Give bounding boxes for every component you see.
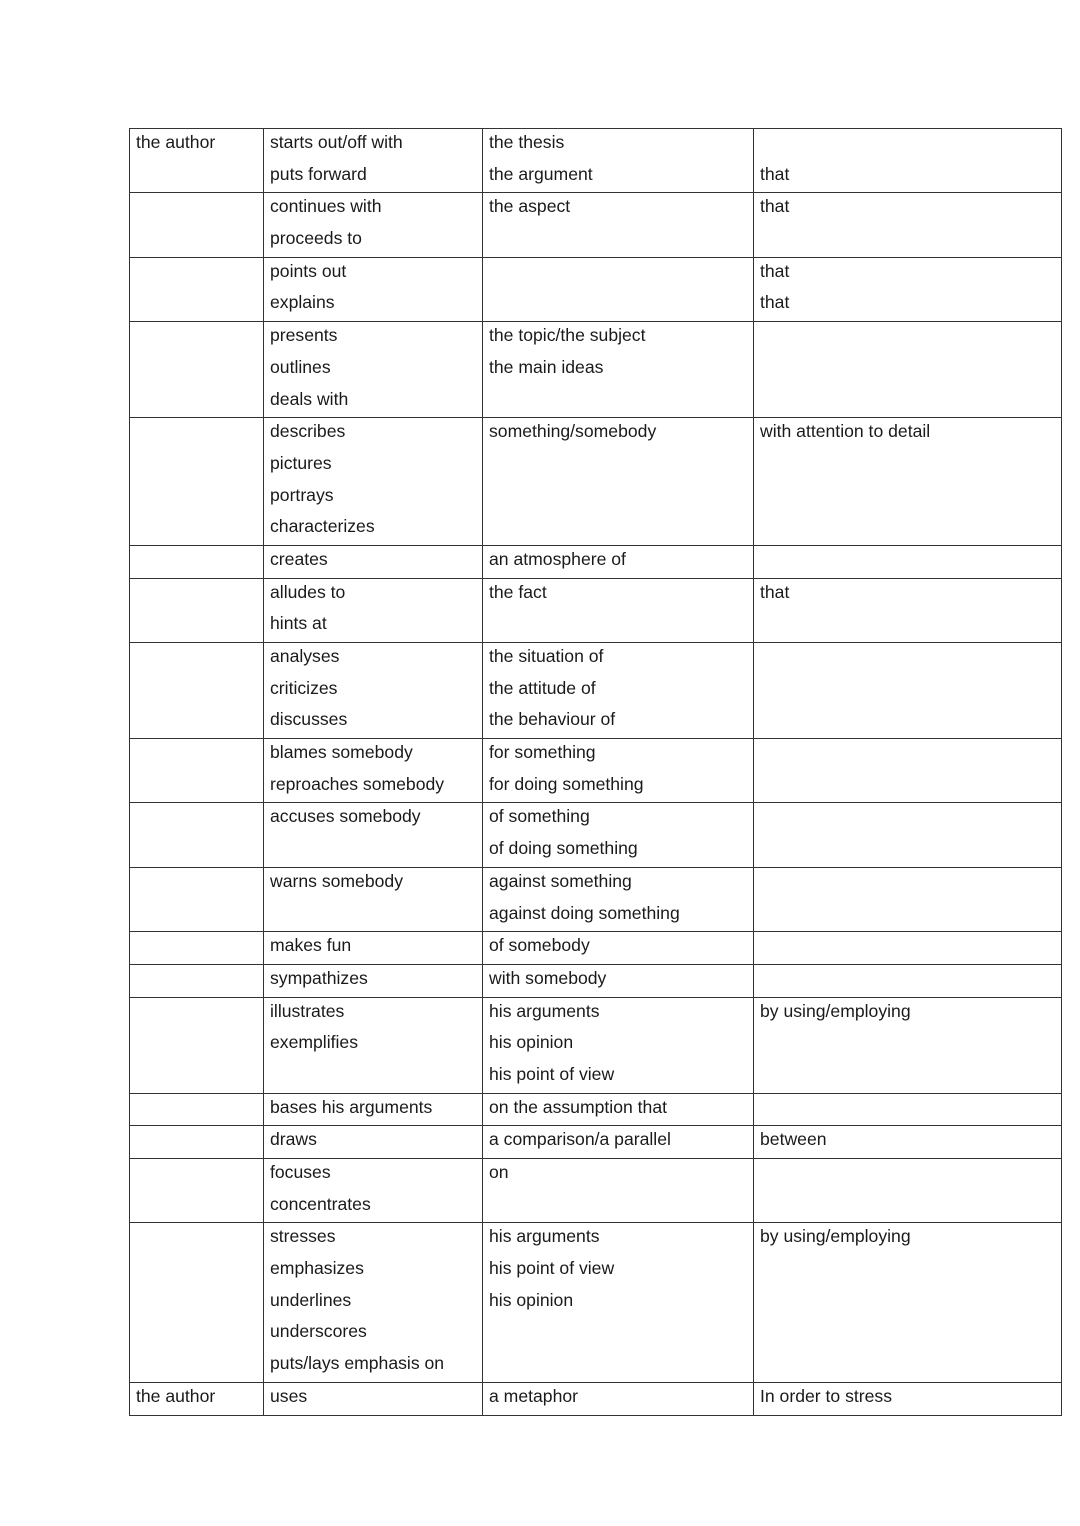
connector-cell <box>754 129 1062 193</box>
cell-line <box>760 546 1055 578</box>
cell-line <box>136 675 257 707</box>
verb-cell <box>264 1126 483 1159</box>
verb-cell <box>264 997 483 1093</box>
cell-line: accuses somebody <box>270 806 421 827</box>
cell-line <box>760 610 1055 642</box>
cell-line <box>136 900 257 932</box>
cell-line: stresses <box>270 1226 336 1247</box>
cell-line <box>136 610 257 642</box>
cell-line <box>136 1061 257 1093</box>
cell-line: underlines <box>270 1289 352 1310</box>
verb-cell <box>264 193 483 257</box>
connector-cell <box>754 257 1062 321</box>
object-cell <box>483 1159 754 1223</box>
cell-line: the argument <box>489 163 593 184</box>
connector-cell <box>754 193 1062 257</box>
cell-line <box>489 450 747 482</box>
cell-line <box>136 868 257 900</box>
verb-cell <box>264 932 483 965</box>
cell-line <box>136 193 257 225</box>
cell-line: explains <box>270 292 335 313</box>
subject-cell <box>130 129 264 193</box>
cell-line <box>760 803 1055 835</box>
object-cell <box>483 643 754 739</box>
object-cell <box>483 545 754 578</box>
subject-cell <box>130 545 264 578</box>
cell-line: that <box>760 163 790 184</box>
cell-line <box>760 1159 1055 1191</box>
verb-cell <box>264 1382 483 1415</box>
cell-line <box>136 835 257 867</box>
object-cell <box>483 867 754 931</box>
cell-line <box>136 1350 257 1382</box>
cell-line: starts out/off with <box>270 132 403 152</box>
cell-line: by using/employing <box>760 1000 911 1021</box>
table-row <box>130 867 1062 931</box>
cell-line: hints at <box>270 613 327 634</box>
subject-cell <box>130 803 264 867</box>
subject-cell <box>130 1382 264 1415</box>
cell-line: the author <box>136 1385 216 1406</box>
cell-line: continues with <box>270 196 382 217</box>
cell-line <box>136 1126 257 1158</box>
cell-line <box>136 546 257 578</box>
cell-line: proceeds to <box>270 228 362 249</box>
cell-line <box>760 1287 1055 1319</box>
cell-line: creates <box>270 548 328 569</box>
cell-line: emphasizes <box>270 1258 364 1279</box>
cell-line <box>760 354 1055 386</box>
cell-line: exemplifies <box>270 1032 359 1053</box>
subject-cell <box>130 964 264 997</box>
cell-line: that <box>760 292 790 313</box>
table-row <box>130 1093 1062 1126</box>
connector-cell <box>754 803 1062 867</box>
table-row <box>130 193 1062 257</box>
object-cell <box>483 964 754 997</box>
subject-cell <box>130 997 264 1093</box>
object-cell <box>483 932 754 965</box>
cell-line: deals with <box>270 388 349 409</box>
cell-line: his point of view <box>489 1063 615 1084</box>
cell-line <box>760 835 1055 867</box>
table-row <box>130 643 1062 739</box>
cell-line <box>136 643 257 675</box>
cell-line: between <box>760 1129 827 1150</box>
cell-line <box>760 965 1055 997</box>
cell-line <box>136 482 257 514</box>
cell-line: something/somebody <box>489 421 657 442</box>
table-row <box>130 1159 1062 1223</box>
cell-line <box>136 1159 257 1191</box>
cell-line: his opinion <box>489 1032 574 1053</box>
cell-line <box>136 1318 257 1350</box>
cell-line <box>489 1191 747 1223</box>
subject-cell <box>130 867 264 931</box>
table-row <box>130 739 1062 803</box>
verb-cell <box>264 643 483 739</box>
subject-cell <box>130 257 264 321</box>
table-row <box>130 997 1062 1093</box>
cell-line: against something <box>489 870 632 891</box>
cell-line <box>136 1255 257 1287</box>
cell-line: the attitude of <box>489 677 596 698</box>
cell-line: a comparison/a parallel <box>489 1129 671 1150</box>
cell-line <box>760 1255 1055 1287</box>
cell-line: for doing something <box>489 773 644 794</box>
cell-line <box>136 354 257 386</box>
connector-cell <box>754 964 1062 997</box>
cell-line: presents <box>270 325 338 346</box>
cell-line: the thesis <box>489 132 565 152</box>
cell-line: makes fun <box>270 935 352 956</box>
cell-line <box>136 450 257 482</box>
cell-line <box>489 386 747 418</box>
verb-cell <box>264 964 483 997</box>
subject-cell <box>130 1223 264 1382</box>
cell-line <box>760 932 1055 964</box>
cell-line: for something <box>489 742 596 763</box>
verb-cell <box>264 578 483 642</box>
cell-line <box>760 900 1055 932</box>
cell-line <box>489 1318 747 1350</box>
phrase-table <box>129 128 1062 1416</box>
connector-cell <box>754 1159 1062 1223</box>
cell-line: his arguments <box>489 1226 600 1247</box>
cell-line <box>136 803 257 835</box>
cell-line: bases his arguments <box>270 1096 433 1117</box>
cell-line: illustrates <box>270 1000 345 1021</box>
table-row <box>130 578 1062 642</box>
cell-line <box>760 322 1055 354</box>
table-row <box>130 257 1062 321</box>
cell-line: the fact <box>489 581 547 602</box>
object-cell <box>483 1126 754 1159</box>
cell-line: that <box>760 260 790 281</box>
cell-line <box>489 289 747 321</box>
cell-line <box>136 1029 257 1061</box>
verb-cell <box>264 545 483 578</box>
cell-line: that <box>760 196 790 217</box>
cell-line: draws <box>270 1129 317 1150</box>
cell-line <box>760 482 1055 514</box>
cell-line: uses <box>270 1385 308 1406</box>
connector-cell <box>754 322 1062 418</box>
cell-line: a metaphor <box>489 1385 578 1406</box>
cell-line: characterizes <box>270 516 375 537</box>
cell-line <box>760 1061 1055 1093</box>
cell-line: the aspect <box>489 196 571 217</box>
cell-line <box>760 450 1055 482</box>
cell-line <box>760 225 1055 257</box>
verb-cell <box>264 1159 483 1223</box>
cell-line: on the assumption that <box>489 1096 668 1117</box>
cell-line: points out <box>270 260 347 281</box>
cell-line <box>136 161 257 193</box>
cell-line <box>136 1191 257 1223</box>
cell-line: blames somebody <box>270 742 413 763</box>
cell-line <box>136 322 257 354</box>
cell-line <box>270 1061 476 1093</box>
connector-cell <box>754 578 1062 642</box>
cell-line: an atmosphere of <box>489 548 626 569</box>
table-row <box>130 803 1062 867</box>
cell-line <box>136 771 257 803</box>
cell-line: puts forward <box>270 163 367 184</box>
cell-line <box>760 675 1055 707</box>
cell-line <box>136 258 257 290</box>
connector-cell <box>754 739 1062 803</box>
cell-line <box>760 386 1055 418</box>
cell-line: analyses <box>270 646 340 666</box>
cell-line <box>760 706 1055 738</box>
object-cell <box>483 257 754 321</box>
cell-line <box>136 932 257 964</box>
subject-cell <box>130 418 264 546</box>
object-cell <box>483 997 754 1093</box>
cell-line <box>760 1350 1055 1382</box>
cell-line <box>136 289 257 321</box>
table-row <box>130 322 1062 418</box>
cell-line: concentrates <box>270 1193 371 1214</box>
cell-line: his opinion <box>489 1289 574 1310</box>
connector-cell <box>754 932 1062 965</box>
cell-line <box>270 900 476 932</box>
cell-line: the situation of <box>489 646 604 666</box>
subject-cell <box>130 1093 264 1126</box>
cell-line: with somebody <box>489 967 607 988</box>
cell-line <box>760 643 1055 675</box>
connector-cell <box>754 867 1062 931</box>
subject-cell <box>130 739 264 803</box>
verb-cell <box>264 322 483 418</box>
cell-line <box>489 1350 747 1382</box>
cell-line: of somebody <box>489 935 590 956</box>
object-cell <box>483 322 754 418</box>
table-row <box>130 129 1062 193</box>
cell-line: the behaviour of <box>489 709 616 730</box>
cell-line <box>136 965 257 997</box>
verb-cell <box>264 1223 483 1382</box>
object-cell <box>483 578 754 642</box>
connector-cell <box>754 1093 1062 1126</box>
cell-line <box>136 1287 257 1319</box>
cell-line: his arguments <box>489 1000 600 1021</box>
cell-line: outlines <box>270 356 331 377</box>
subject-cell <box>130 193 264 257</box>
subject-cell <box>130 578 264 642</box>
object-cell <box>483 193 754 257</box>
object-cell <box>483 1223 754 1382</box>
table-row <box>130 1382 1062 1415</box>
table-row <box>130 545 1062 578</box>
cell-line: the topic/the subject <box>489 325 646 346</box>
connector-cell <box>754 545 1062 578</box>
cell-line <box>760 771 1055 803</box>
cell-line <box>760 1029 1055 1061</box>
cell-line <box>136 513 257 545</box>
connector-cell <box>754 418 1062 546</box>
connector-cell <box>754 1126 1062 1159</box>
cell-line <box>760 868 1055 900</box>
cell-line <box>489 258 747 290</box>
cell-line <box>136 579 257 611</box>
cell-line <box>489 482 747 514</box>
cell-line: criticizes <box>270 677 338 698</box>
cell-line: his point of view <box>489 1258 615 1279</box>
cell-line <box>136 1094 257 1126</box>
verb-cell <box>264 129 483 193</box>
cell-line: describes <box>270 421 346 442</box>
cell-line: warns somebody <box>270 870 403 891</box>
cell-line <box>760 1094 1055 1126</box>
cell-line: underscores <box>270 1321 367 1342</box>
cell-line: of something <box>489 806 590 827</box>
verb-cell <box>264 739 483 803</box>
cell-line: reproaches somebody <box>270 773 445 794</box>
cell-line <box>489 513 747 545</box>
cell-line: the author <box>136 132 216 152</box>
subject-cell <box>130 643 264 739</box>
connector-cell <box>754 997 1062 1093</box>
cell-line: alludes to <box>270 581 346 602</box>
subject-cell <box>130 932 264 965</box>
subject-cell <box>130 1126 264 1159</box>
cell-line: puts/lays emphasis on <box>270 1353 445 1374</box>
cell-line: on <box>489 1162 509 1182</box>
cell-line: by using/employing <box>760 1226 911 1247</box>
table-row <box>130 932 1062 965</box>
verb-cell <box>264 418 483 546</box>
cell-line: portrays <box>270 484 334 505</box>
connector-cell <box>754 643 1062 739</box>
connector-cell <box>754 1223 1062 1382</box>
subject-cell <box>130 322 264 418</box>
verb-cell <box>264 257 483 321</box>
cell-line <box>136 739 257 771</box>
cell-line: against doing something <box>489 902 680 923</box>
object-cell <box>483 1093 754 1126</box>
object-cell <box>483 803 754 867</box>
cell-line: discusses <box>270 709 348 730</box>
table-row <box>130 1223 1062 1382</box>
cell-line <box>136 1223 257 1255</box>
cell-line: pictures <box>270 452 332 473</box>
cell-line <box>760 1318 1055 1350</box>
table-row <box>130 1126 1062 1159</box>
cell-line <box>136 418 257 450</box>
cell-line: with attention to detail <box>760 421 931 442</box>
table-row <box>130 418 1062 546</box>
verb-cell <box>264 867 483 931</box>
table-row <box>130 964 1062 997</box>
cell-line: focuses <box>270 1162 331 1182</box>
cell-line <box>489 225 747 257</box>
verb-cell <box>264 1093 483 1126</box>
cell-line <box>136 225 257 257</box>
verb-cell <box>264 803 483 867</box>
cell-line <box>489 610 747 642</box>
cell-line <box>760 129 1055 161</box>
object-cell <box>483 418 754 546</box>
connector-cell <box>754 1382 1062 1415</box>
subject-cell <box>130 1159 264 1223</box>
cell-line: sympathizes <box>270 967 368 988</box>
cell-line <box>136 998 257 1030</box>
cell-line <box>760 1191 1055 1223</box>
object-cell <box>483 129 754 193</box>
phrase-table-body <box>130 129 1062 1416</box>
cell-line <box>136 706 257 738</box>
cell-line: that <box>760 581 790 602</box>
object-cell <box>483 739 754 803</box>
cell-line <box>136 386 257 418</box>
cell-line <box>760 739 1055 771</box>
cell-line: In order to stress <box>760 1385 893 1406</box>
cell-line: the main ideas <box>489 356 604 377</box>
object-cell <box>483 1382 754 1415</box>
cell-line <box>760 513 1055 545</box>
cell-line <box>270 835 476 867</box>
cell-line: of doing something <box>489 838 638 859</box>
